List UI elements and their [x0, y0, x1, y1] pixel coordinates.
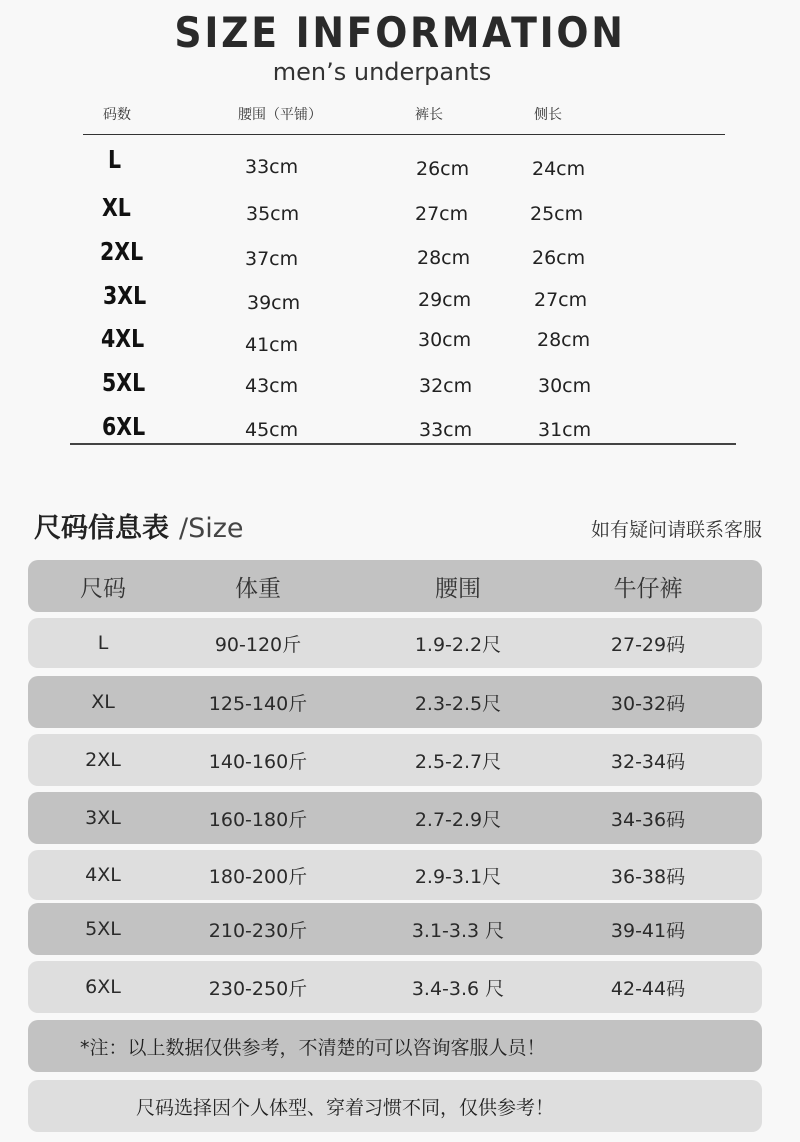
size-advice-note: 尺码选择因个人体型、穿着习惯不同，仅供参考！	[136, 1096, 555, 1119]
table-bottom-divider	[70, 443, 736, 445]
jeans-cell: 42-44码	[610, 977, 686, 1000]
table-row	[28, 792, 762, 844]
mens-underpants-subtitle: men’s underpants	[272, 58, 492, 86]
size-label: 3XL	[103, 281, 147, 310]
table-row	[28, 676, 762, 728]
length-value: 30cm	[418, 329, 472, 351]
length-value: 27cm	[415, 203, 469, 225]
jeans-cell: 34-36码	[610, 808, 686, 831]
length-value: 29cm	[418, 289, 472, 311]
size-chart-title-en: /Size	[179, 513, 244, 544]
header-size: 码数	[103, 107, 131, 123]
header-side-length: 侧长	[534, 107, 562, 123]
table-row	[28, 961, 762, 1013]
waist-value: 35cm	[246, 203, 300, 225]
waist-cell: 3.4-3.6 尺	[411, 977, 505, 1000]
side-length-value: 25cm	[530, 203, 584, 225]
size-information-title: SIZE INFORMATION	[174, 8, 626, 57]
side-length-value: 26cm	[532, 247, 586, 269]
header-divider	[83, 134, 725, 135]
header-waist: 腰围	[435, 575, 481, 602]
table-row	[28, 618, 762, 668]
size-chart-title	[34, 506, 244, 545]
weight-cell: 160-180斤	[208, 808, 308, 831]
size-cell: 5XL	[85, 918, 121, 940]
header-waist-flat: 腰围（平铺）	[238, 107, 322, 123]
header-size: 尺码	[80, 575, 126, 602]
size-advice-row	[28, 1080, 762, 1132]
size-label: XL	[102, 193, 131, 222]
header-weight: 体重	[235, 575, 281, 602]
weight-cell: 210-230斤	[208, 919, 308, 942]
size-label: 4XL	[101, 324, 145, 353]
waist-cell: 3.1-3.3 尺	[411, 919, 505, 942]
header-length: 裤长	[415, 107, 443, 123]
size-chart-header-row	[28, 560, 762, 612]
table-row	[28, 850, 762, 900]
size-cell: 3XL	[85, 807, 121, 829]
jeans-cell: 36-38码	[610, 865, 686, 888]
waist-cell: 2.9-3.1尺	[414, 865, 502, 888]
size-cell: 6XL	[85, 976, 121, 998]
length-value: 33cm	[419, 419, 473, 441]
waist-cell: 1.9-2.2尺	[414, 633, 502, 656]
weight-cell: 140-160斤	[208, 750, 308, 773]
waist-value: 37cm	[245, 248, 299, 270]
size-label: 2XL	[100, 237, 144, 266]
size-cell: 2XL	[85, 749, 121, 771]
weight-cell: 180-200斤	[208, 865, 308, 888]
table-row	[28, 734, 762, 786]
weight-cell: 125-140斤	[208, 692, 308, 715]
waist-value: 41cm	[245, 334, 299, 356]
length-value: 32cm	[419, 375, 473, 397]
jeans-cell: 27-29码	[610, 633, 686, 656]
size-label: L	[108, 145, 122, 174]
header-jeans: 牛仔裤	[613, 575, 683, 602]
weight-cell: 90-120斤	[214, 633, 302, 656]
waist-value: 45cm	[245, 419, 299, 441]
waist-value: 43cm	[245, 375, 299, 397]
size-cell: 4XL	[85, 864, 121, 886]
length-value: 26cm	[416, 158, 470, 180]
size-cell: XL	[91, 691, 115, 713]
waist-cell: 2.5-2.7尺	[414, 750, 502, 773]
jeans-cell: 32-34码	[610, 750, 686, 773]
table-row	[28, 903, 762, 955]
side-length-value: 27cm	[534, 289, 588, 311]
side-length-value: 28cm	[537, 329, 591, 351]
waist-value: 39cm	[247, 292, 301, 314]
size-cell: L	[97, 632, 109, 654]
size-label: 5XL	[102, 368, 146, 397]
weight-cell: 230-250斤	[208, 977, 308, 1000]
size-information-section	[0, 0, 800, 470]
waist-cell: 2.3-2.5尺	[414, 692, 502, 715]
contact-service-note: 如有疑问请联系客服	[590, 519, 762, 541]
disclaimer-note-row	[28, 1020, 762, 1072]
waist-cell: 2.7-2.9尺	[414, 808, 502, 831]
jeans-cell: 39-41码	[610, 919, 686, 942]
side-length-value: 30cm	[538, 375, 592, 397]
disclaimer-note: *注：以上数据仅供参考，不清楚的可以咨询客服人员！	[80, 1036, 546, 1059]
length-value: 28cm	[417, 247, 471, 269]
size-chart-title-zh: 尺码信息表	[34, 513, 169, 544]
side-length-value: 31cm	[538, 419, 592, 441]
side-length-value: 24cm	[532, 158, 586, 180]
size-label: 6XL	[102, 412, 146, 441]
waist-value: 33cm	[245, 156, 299, 178]
jeans-cell: 30-32码	[610, 692, 686, 715]
